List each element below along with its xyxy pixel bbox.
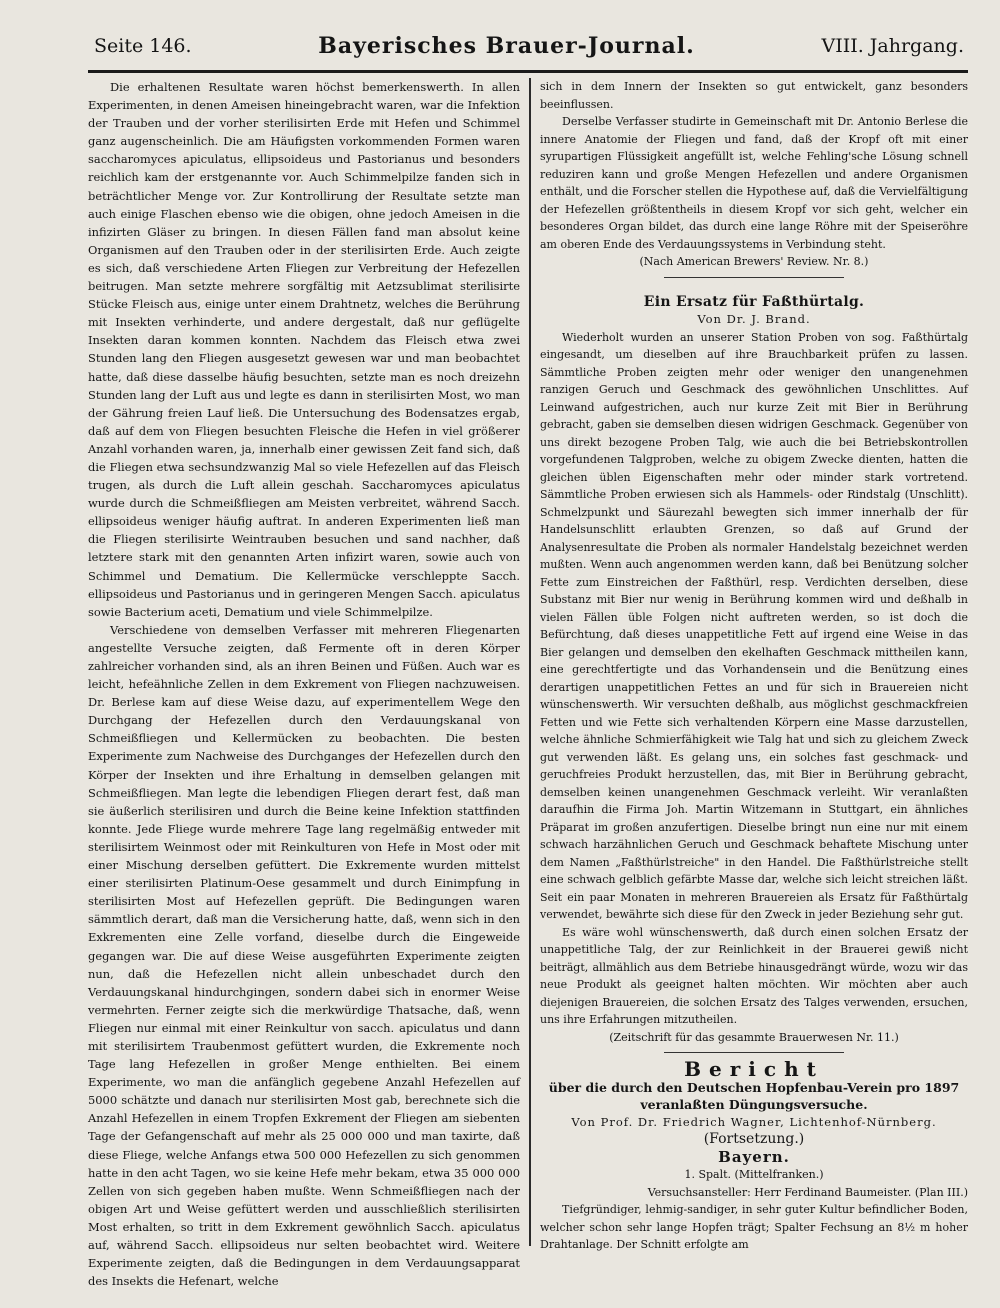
right-paragraph-2: Derselbe Verfasser studirte in Gemeinschaft mit Dr. Antonio Berlese die innere Anatomie der Fliegen und fand, daß der Kropf oft mit einer syrupartigen Flüssigkeit angefüllt ist, welche Fehling'sche Lösung schnell reduziren kann und große Mengen Hefezellen und andere Organismen enthält, und die Forscher stellen die Hypothese auf, daß die Vervielfältigung der Hefezellen größtentheils in diesem Kropf vor sich geht, welcher ein besonderes Organ bildet, das durch eine lange Röhre mit der Speiseröhre am oberen Ende des Verdauungssystems in Verbindung steht. <box>540 115 968 251</box>
journal-title: Bayerisches Brauer-Journal. <box>318 33 695 59</box>
ersatz-paragraph-1: Wiederholt wurden an unserer Station Proben von sog. Faßthürtalg eingesandt, um dieselben auf ihre Brauchbarkeit prüfen zu lassen. Sämmtliche Proben zeigten mehr oder weniger den unangenehmen ranzigen Geruch und Geschmack des gewöhnlichen Unschlittes. Auf Leinwand aufgestrichen, auch nur kurze Zeit mit Bier in Berührung gebracht, gaben sie demselben diesen widrigen Geschmack. Gegenüber von uns direkt bezogene Proben Talg, wie auch die bei Betriebskontrollen vorgefundenen Talgproben, welche zu obigem Zwecke dienten, hatten die gleichen üblen Eigenschaften mehr oder minder stark vortretend. Sämmtliche Proben erwiesen sich als Hammels- oder Rindstalg (Unschlitt). Schmelzpunkt und Säurezahl bewegten sich immer innerhalb der für Handelsunschlitt erlaubten Grenzen, so daß auf Grund der Analysenresultate die Proben als normaler Handelstalg bezeichnet werden mußten. Wenn auch angenommen werden kann, daß bei Benützung solcher Fette zum Einstreichen der Faßthürl, resp. Verdichten derselben, diese Substanz mit Bier nur wenig in Berührung kommen wird und deßhalb in vielen Fällen üble Folgen nicht auftreten werden, so ist doch die Befürchtung, daß dieses unappetitliche Fett auf irgend eine Weise in das Bier gelangen und demselben den ekelhaften Geschmack mittheilen kann, eine gerechtfertigte und das Vorhandensein und die Benützung eines derartigen unappetitlichen Fettes an und für sich in Brauereien nicht wünschenswerth. Wir versuchten deßhalb, aus möglichst geschmackfreien Fetten und wie Fette sich verhaltenden Körpern eine Masse darzustellen, welche ähnliche Schmierfähigkeit wie Talg hat und sich zu gleichem Zweck gut verwenden läßt. Es gelang uns, ein solches fast geschmack- und geruchfreies Produkt herzustellen, das, mit Bier in Berührung gebracht, demselben keinen unangenehmen Geschmack verleiht. Wir veranlaßten daraufhin die Firma Joh. Martin Witzemann in Stuttgart, ein ähnliches Präparat im großen anzufertigen. Dieselbe bringt nun eine nur mit einem schwach harzähnlichen Geruch und Geschmack behaftete Mischung unter dem Namen „Faßthürlstreiche" in den Handel. Die Faßthürlstreiche stellt eine schwach gelblich gefärbte Masse dar, welche sich leicht streichen läßt. Seit ein paar Monaten in mehreren Brauereien als Ersatz für Faßthürtalg verwendet, bewährte sich diese für den Zweck in jeder Beziehung sehr gut. <box>540 330 968 921</box>
page-number: Seite 146. <box>94 35 192 57</box>
section-rule-2 <box>664 1052 844 1053</box>
source-note-2: (Zeitschrift für das gesammte Brauerwesen Nr. 11.) <box>609 1030 899 1044</box>
volume-label: VIII. Jahrgang. <box>821 35 964 57</box>
header-rule <box>88 70 968 73</box>
right-continuation: sich in dem Innern der Insekten so gut entwickelt, ganz besonders beeinflussen. <box>540 80 968 111</box>
bericht-region: Bayern. <box>718 1147 790 1166</box>
bericht-continuation: (Fortsetzung.) <box>703 1131 805 1147</box>
bericht-versuchsansteller: Versuchsansteller: Herr Ferdinand Baumeister. (Plan III.) <box>647 1185 968 1199</box>
bericht-text: Tiefgründiger, lehmig-sandiger, in sehr guter Kultur befindlicher Boden, welcher schon sehr lange Hopfen trägt; Spalter Fechsung an 8½ m hoher Drahtanlage. Der Schnitt erfolgte am <box>540 1203 968 1251</box>
bericht-author: Von Prof. Dr. Friedrich Wagner, Lichtenhof-Nürnberg. <box>571 1114 937 1129</box>
page-header <box>94 30 964 62</box>
bericht-spalt: 1. Spalt. (Mittelfranken.) <box>684 1168 824 1181</box>
left-paragraph-2: Verschiedene von demselben Verfasser mit mehreren Fliegenarten angestellte Versuche zeigten, daß Fermente oft in deren Körper zahlreicher vorhanden sind, als an ihren Beinen und Füßen. Auch war es leicht, hefeähnliche Zellen in dem Exkrement von Fliegen nachzuweisen. Dr. Berlese kam auf diese Weise dazu, auf experimentellem Wege den Durchgang der Hefezellen durch den Verdauungskanal von Schmeißfliegen und Kellermücken zu beobachten. Die besten Experimente zum Nachweise des Durchganges der Hefezellen durch den Körper der Insekten und ihre Erhaltung in demselben gelangen mit Schmeißfliegen. Man legte die lebendigen Fliegen derart fest, daß man sie äußerlich sterilisiren und durch die Beine keine Infektion stattfinden konnte. Jede Fliege wurde mehrere Tage lang regelmäßig entweder mit sterilisirtem Weinmost oder mit Reinkulturen von Hefe in Most oder mit einer Mischung derselben gefüttert. Die Exkremente wurden mittelst einer sterilisirten Platinum-Oese gesammelt und durch Einimpfung in sterilisirten Most auf Hefezellen geprüft. Die Bedingungen waren sämmtlich derart, daß man die Versicherung hatte, daß, wenn sich in den Exkrementen eine Zelle vorfand, dieselbe durch die Eingeweide gegangen war. Die auf diese Weise ausgeführten Experimente zeigten nun, daß die Hefezellen nicht allein unbeschadet durch den Verdauungskanal hindurchgingen, sondern dabei sich in enormer Weise vermehrten. Ferner zeigte sich die merkwürdige Thatsache, daß, wenn Fliegen nur einmal mit einer Reinkultur von sacch. apiculatus und dann mit sterilisirtem Traubenmost gefüttert wurden, die Exkremente noch Tage lang Hefezellen in großer Menge enthielten. Bei einem Experimente, wo man die anfänglich gegebene Anzahl Hefezellen auf 5000 schätzte und danach nur sterilisirten Most gab, berechnete sich die Anzahl Hefezellen in einem Tropfen Exkrement der Fliegen am siebenten Tage der Gefangenschaft auf mehr als 25 000 000 und man taxirte, daß diese Fliege, welche Anfangs etwa 500 000 Hefezellen zu sich genommen hatte in den acht Tagen, wo sie keine Hefe mehr bekam, etwa 35 000 000 Zellen von sich gegeben haben mußte. Wenn Schmeißfliegen nach der obigen Art und Weise gefüttert werden und ausschließlich sterilisirten Most erhalten, so tritt in dem Exkrement gewöhnlich Sacch. apiculatus auf, während Sacch. ellipsoideus nur selten beobachtet wird. Weitere Experimente zeigten, daß die Bedingungen in dem Verdauungsapparat des Insekts die Hefenart, welche <box>88 622 520 1289</box>
section-rule-1 <box>664 277 844 278</box>
ersatz-paragraph-2: Es wäre wohl wünschenswerth, daß durch einen solchen Ersatz der unappetitliche Talg, der zur Reinlichkeit in der Brauerei gewiß nicht beiträgt, allmählich aus dem Betriebe hinausgedrängt würde, wozu wir das neue Produkt als geeignet halten möchten. Wir möchten aber auch diejenigen Brauereien, die solchen Ersatz des Talges verwenden, ersuchen, uns ihre Erfahrungen mitzutheilen. <box>540 925 968 1026</box>
left-paragraph-1: Die erhaltenen Resultate waren höchst bemerkenswerth. In allen Experimenten, in denen Ameisen hineingebracht waren, war die Infektion der Trauben und der vorher sterilisirten Erde mit Hefen und Schimmel ganz augenscheinlich. Die am Häufigsten vorkommenden Formen waren saccharomyces apiculatus, ellipsoideus und Pastorianus und besonders reichlich kam der erstgenannte vor. Auch Schimmelpilze fanden sich in beträchtlicher Menge vor. Zur Kontrollirung der Resultate setzte man auch einige Flaschen ebenso wie die obigen, ohne jedoch Ameisen in die infizirten Gläser zu bringen. In diesen Fällen fand man absolut keine Organismen auf den Trauben oder in der sterilisirten Erde. Auch zeigte es sich, daß verschiedene Arten Fliegen zur Verbreitung der Hefezellen beitrugen. Man setzte mehrere sorgfältig mit Aetzsublimat sterilisirte Stücke Fleisch aus, einige unter einem Drahtnetz, welches die Berührung mit Insekten verhinderte, und andere dergestalt, daß nur geflügelte Insekten daran kommen konnten. Nachdem das Fleisch etwa zwei Stunden lang den Fliegen ausgesetzt gewesen war und man beobachtet hatte, daß diese dasselbe häufig besuchten, setzte man es noch dreizehn Stunden lang der Luft aus und legte es dann in sterilisirten Most, wo man der Gährung freien Lauf ließ. Die Untersuchung des Bodensatzes ergab, daß auf dem von Fliegen besuchten Fleische die Hefen in viel größerer Anzahl vorhanden waren, ja, innerhalb einer gewissen Zeit fand sich, daß die Fliegen etwa sechsundzwanzig Mal so viele Hefezellen auf das Fleisch trugen, als durch die Luft allein geschah. Saccharomyces apiculatus wurde durch die Schmeißfliegen am Meisten verbreitet, während Sacch. ellipsoideus weniger häufig auftrat. In anderen Experimenten ließ man die Fliegen sterilisirte Weintrauben besuchen und sand nachher, daß letztere stark mit den genannten Arten infizirt waren, sowie auch von Schimmel und Dematium. Die Kellermücke verschleppte Sacch. ellipsoideus und Pastorianus und in geringeren Mengen Sacch. apiculatus sowie Bacterium aceti, Dematium und viele Schimmelpilze. <box>88 80 520 619</box>
article-title-ersatz: Ein Ersatz für Faßthürtalg. <box>643 293 865 310</box>
article-author-brand: Von Dr. J. Brand. <box>697 312 811 326</box>
source-note-1: (Nach American Brewers' Review. Nr. 8.) <box>639 255 869 268</box>
column-divider <box>529 78 531 1246</box>
right-column <box>540 78 968 1254</box>
bericht-subtitle: über die durch den Deutschen Hopfenbau-Verein pro 1897 veranlaßten Düngungsversuche. <box>548 1079 960 1112</box>
left-column <box>88 78 520 1290</box>
bericht-title: Bericht <box>684 1057 824 1081</box>
